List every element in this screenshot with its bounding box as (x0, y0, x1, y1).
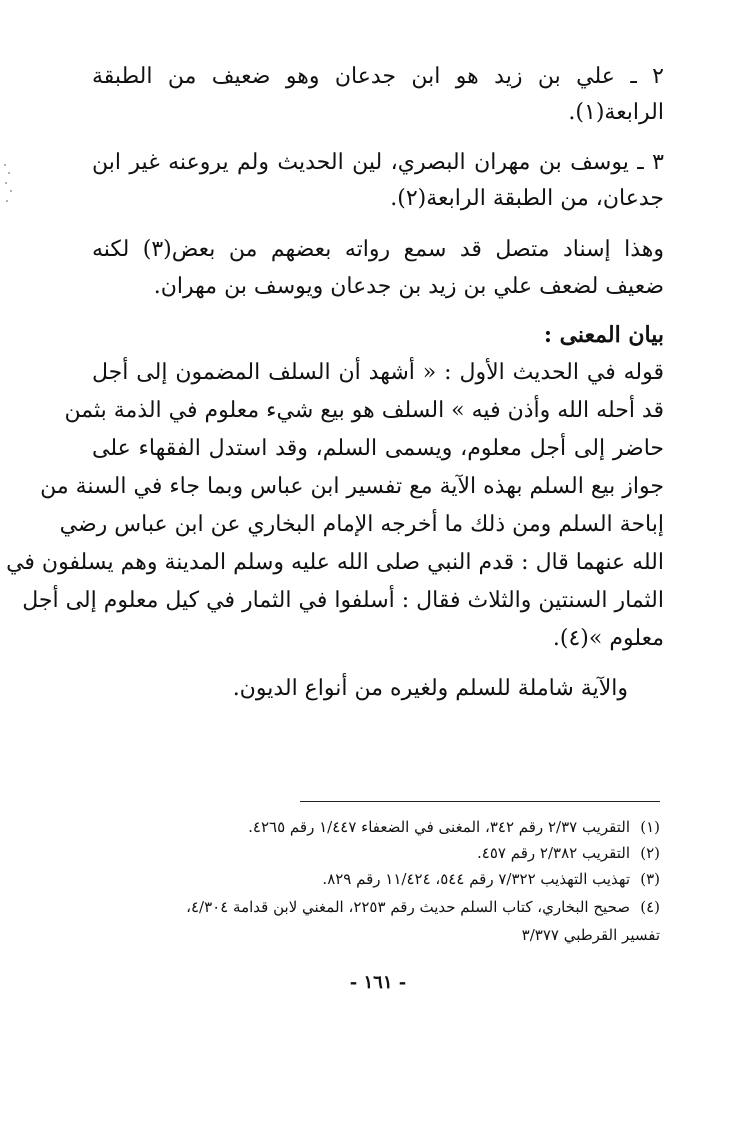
page-number: - ١٦١ - (349, 972, 407, 993)
body-line: الثمار السنتين والثلاث فقال : أسلفوا في الثمار في كيل معلوم إلى أجل (22, 588, 664, 613)
footnote-number: (٢) (640, 844, 660, 862)
footnote-number: (٣) (640, 870, 660, 888)
footnote-number: (٤) (640, 898, 660, 916)
section-heading: بيان المعنى : (543, 322, 664, 348)
body-line: ضعيف لضعف علي بن زيد بن جدعان ويوسف بن مهران. (153, 274, 664, 299)
body-line: معلوم »(٤). (552, 626, 664, 651)
body-line: جواز بيع السلم بهذه الآية مع تفسير ابن عباس وبما جاء في السنة من (40, 474, 664, 499)
footnote (322, 868, 660, 890)
footnote-continuation: تفسير القرطبي ٣/٣٧٧ (521, 926, 660, 944)
body-line: وهذا إسناد متصل قد سمع رواته بعضهم من بعض(٣) لكنه (92, 237, 664, 262)
footnote (186, 896, 660, 918)
body-line: قوله في الحديث الأول : « أشهد أن السلف المضمون إلى أجل (92, 360, 664, 385)
footnote-divider (300, 801, 660, 802)
body-line: الله عنهما قال : قدم النبي صلى الله عليه وسلم المدينة وهم يسلفون في (6, 550, 664, 575)
body-line: ٢ ـ علي بن زيد هو ابن جدعان وهو ضعيف من الطبقة (92, 64, 664, 89)
body-line: حاضر إلى أجل معلوم، ويسمى السلم، وقد استدل الفقهاء على (92, 436, 664, 461)
scan-speckles (2, 160, 16, 210)
footnote-number: (١) (640, 818, 660, 836)
body-line: والآية شاملة للسلم ولغيره من أنواع الديون. (232, 676, 628, 701)
body-line: ٣ ـ يوسف بن مهران البصري، لين الحديث ولم يروعنه غير ابن (92, 150, 664, 175)
body-line: جدعان، من الطبقة الرابعة(٢). (390, 186, 664, 211)
body-line: قد أحله الله وأذن فيه » السلف هو بيع شيء معلوم في الذمة بثمن (64, 398, 664, 423)
footnote (477, 842, 660, 864)
footnote-text: تهذيب التهذيب ٧/٣٢٢ رقم ٥٤٤، ١١/٤٢٤ رقم ٨٢٩. (322, 870, 630, 888)
footnote-text: التقريب ٢/٣٨٢ رقم ٤٥٧. (477, 844, 630, 862)
body-line: الرابعة(١). (568, 100, 664, 125)
footnote (248, 816, 660, 838)
footnote-text: صحيح البخاري، كتاب السلم حديث رقم ٢٢٥٣، المغني لابن قدامة ٤/٣٠٤، (186, 898, 630, 916)
body-line: إباحة السلم ومن ذلك ما أخرجه الإمام البخاري عن ابن عباس رضي (59, 512, 664, 537)
footnote-text: التقريب ٢/٣٧ رقم ٣٤٢، المغنى في الضعفاء ١/٤٤٧ رقم ٤٢٦٥. (248, 818, 630, 836)
